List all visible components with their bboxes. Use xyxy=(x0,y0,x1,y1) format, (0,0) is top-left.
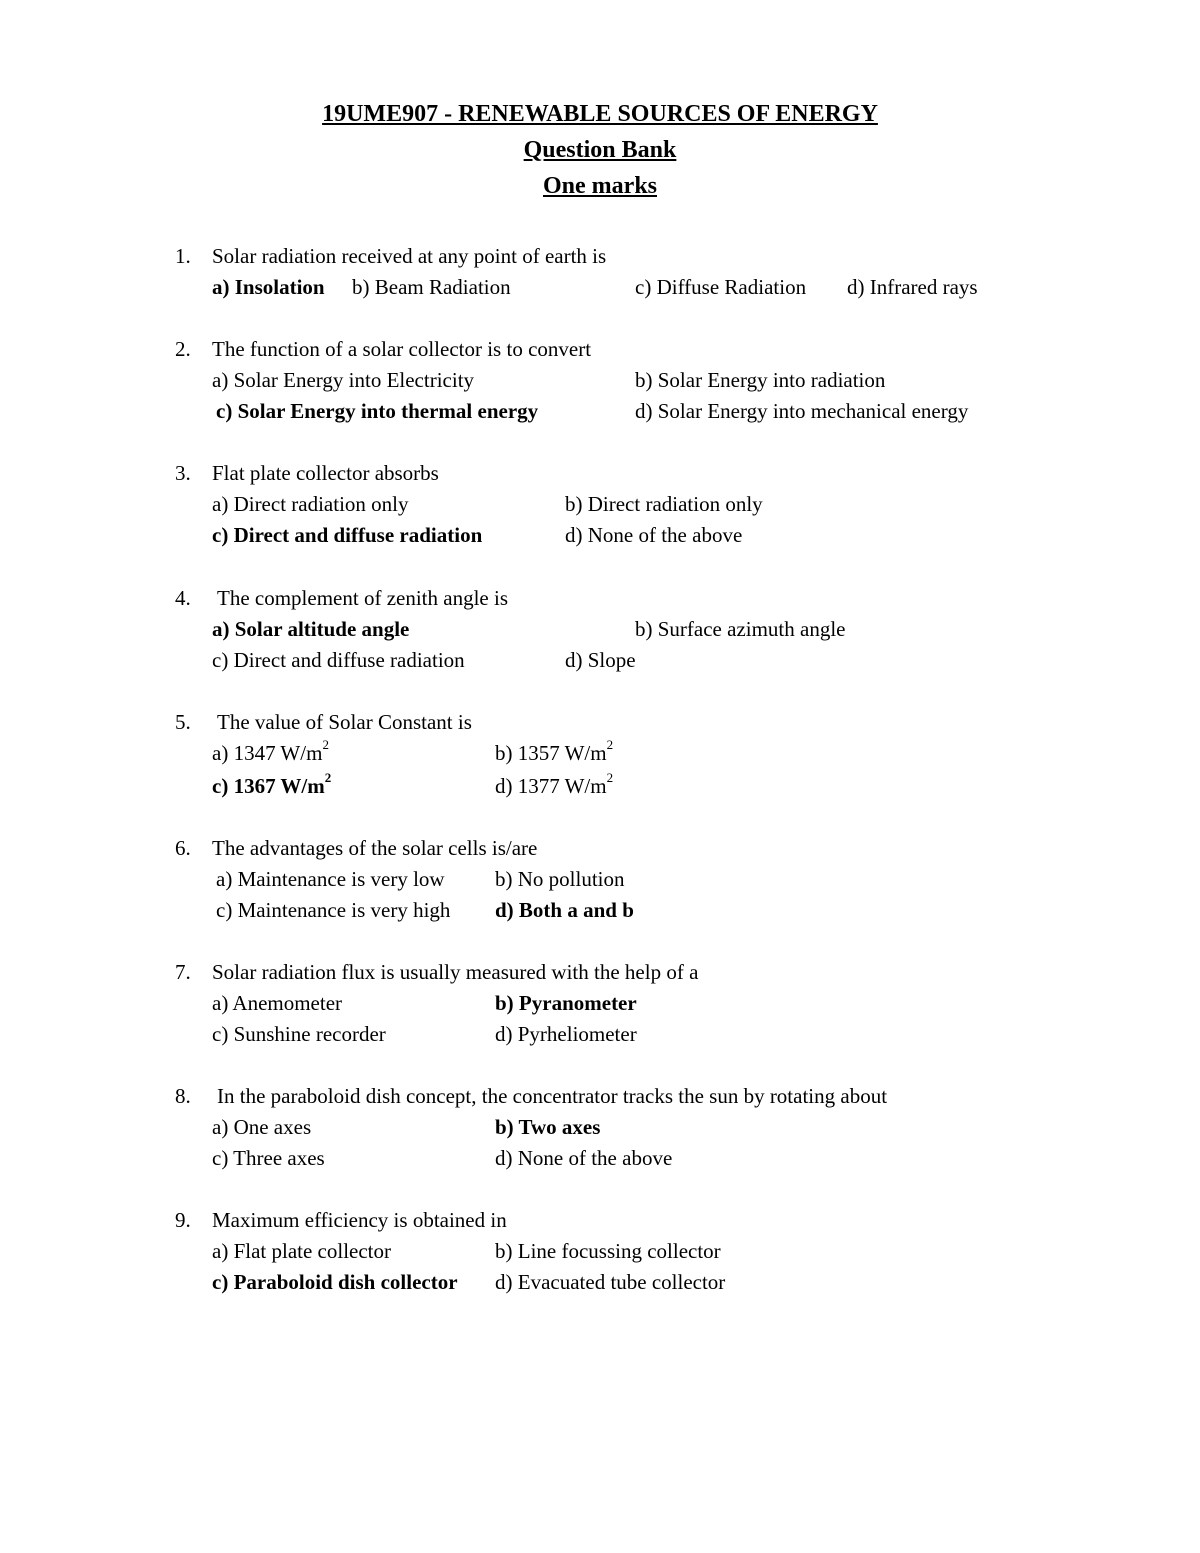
option-b: b) Direct radiation only xyxy=(565,492,763,516)
option-a: a) Direct radiation only xyxy=(212,492,409,516)
question-text: The advantages of the solar cells is/are xyxy=(212,836,538,860)
option-b: b) 1357 $W/m^2$ xyxy=(495,737,614,765)
option-d: d) Evacuated tube collector xyxy=(495,1270,726,1294)
document-subtitle: Question Bank xyxy=(523,137,677,163)
question-number: 7. xyxy=(175,960,191,984)
question-number: 5. xyxy=(175,710,191,734)
option-d: d) Slope xyxy=(565,648,636,672)
option-b: b) Two axes xyxy=(495,1115,601,1139)
option-c: c) Direct and diffuse radiation xyxy=(212,648,465,672)
option-b: b) Line focussing collector xyxy=(495,1239,721,1263)
option-d: d) 1377 $W/m^2$ xyxy=(495,770,614,798)
question-item xyxy=(0,583,1200,676)
question-text: Solar radiation received at any point of earth is xyxy=(212,244,607,268)
question-number: 9. xyxy=(175,1208,191,1232)
option-c: c) 1367 $W/m^2$ xyxy=(212,770,332,798)
question-item xyxy=(0,1081,1200,1174)
option-c: c) Direct and diffuse radiation xyxy=(212,523,483,547)
question-item xyxy=(0,241,1200,303)
question-item xyxy=(0,957,1200,1050)
question-number: 6. xyxy=(175,836,191,860)
option-d: d) Solar Energy into mechanical energy xyxy=(635,399,969,423)
question-item xyxy=(0,833,1200,926)
question-text: Solar radiation flux is usually measured with the help of a xyxy=(212,960,699,984)
option-a: a) Flat plate collector xyxy=(212,1239,392,1263)
question-item xyxy=(0,334,1200,427)
option-a: a) 1347 $W/m^2$ xyxy=(212,737,329,765)
option-b: b) Beam Radiation xyxy=(352,275,511,299)
question-number: 1. xyxy=(175,244,191,268)
option-d: d) None of the above xyxy=(565,523,743,547)
option-c: c) Three axes xyxy=(212,1146,325,1170)
option-a: a) Solar Energy into Electricity xyxy=(212,368,475,392)
section-heading: One marks xyxy=(543,173,657,199)
question-text: The complement of zenith angle is xyxy=(217,586,508,610)
option-b: b) Surface azimuth angle xyxy=(635,617,846,641)
question-text: In the paraboloid dish concept, the concentrator tracks the sun by rotating about xyxy=(217,1084,888,1108)
option-a: a) Maintenance is very low xyxy=(216,867,445,891)
question-item xyxy=(0,707,1200,804)
question-text: Flat plate collector absorbs xyxy=(212,461,439,485)
option-c: c) Paraboloid dish collector xyxy=(212,1270,458,1294)
option-c: c) Solar Energy into thermal energy xyxy=(216,399,539,423)
question-number: 8. xyxy=(175,1084,191,1108)
option-b: b) No pollution xyxy=(495,867,625,891)
question-item xyxy=(0,1205,1200,1298)
option-a: a) One axes xyxy=(212,1115,312,1139)
option-b: b) Pyranometer xyxy=(495,991,637,1015)
option-a: a) Solar altitude angle xyxy=(212,617,410,641)
option-d: d) Both a and b xyxy=(495,898,634,922)
option-d: d) None of the above xyxy=(495,1146,673,1170)
question-number: 4. xyxy=(175,586,191,610)
question-text: The value of Solar Constant is xyxy=(217,710,472,734)
option-a: a) Anemometer xyxy=(212,991,343,1015)
option-d: d) Pyrheliometer xyxy=(495,1022,637,1046)
option-c: c) Diffuse Radiation xyxy=(635,275,807,299)
document-title: 19UME907 - RENEWABLE SOURCES OF ENERGY xyxy=(322,101,878,127)
option-a: a) Insolation xyxy=(212,275,325,299)
question-number: 2. xyxy=(175,337,191,361)
question-text: The function of a solar collector is to convert xyxy=(212,337,592,361)
question-number: 3. xyxy=(175,461,191,485)
option-c: c) Maintenance is very high xyxy=(216,898,451,922)
option-d: d) Infrared rays xyxy=(847,275,978,299)
question-item xyxy=(0,458,1200,551)
question-text: Maximum efficiency is obtained in xyxy=(212,1208,507,1232)
option-c: c) Sunshine recorder xyxy=(212,1022,386,1046)
option-b: b) Solar Energy into radiation xyxy=(635,368,886,392)
